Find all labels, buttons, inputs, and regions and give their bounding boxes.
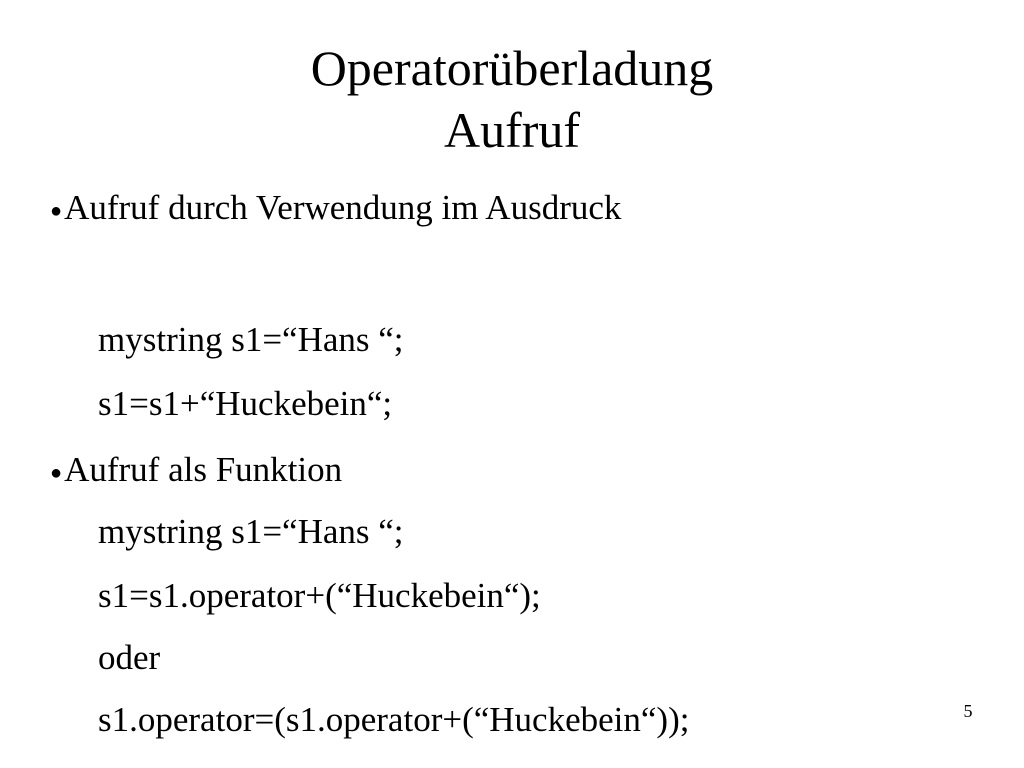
code-line: oder — [98, 638, 161, 677]
bullet-item — [50, 188, 621, 231]
code-line: s1.operator=(s1.operator+(“Huckebein“)); — [98, 700, 690, 739]
code-line: mystring s1=“Hans “; — [98, 320, 404, 359]
bullet-marker: ● — [50, 462, 63, 484]
slide-subtitle: Aufruf — [443, 102, 581, 158]
page-number: 5 — [963, 701, 973, 721]
code-line: s1=s1+“Huckebein“; — [98, 384, 393, 423]
slide-title: Operatorüberladung — [310, 40, 714, 96]
code-line: s1=s1.operator+(“Huckebein“); — [98, 576, 541, 615]
bullet-text: Aufruf als Funktion — [64, 450, 343, 489]
code-line: mystring s1=“Hans “; — [98, 512, 404, 551]
bullet-marker: ● — [50, 200, 63, 222]
bullet-text: Aufruf durch Verwendung im Ausdruck — [64, 188, 622, 227]
bullet-item — [50, 450, 342, 493]
